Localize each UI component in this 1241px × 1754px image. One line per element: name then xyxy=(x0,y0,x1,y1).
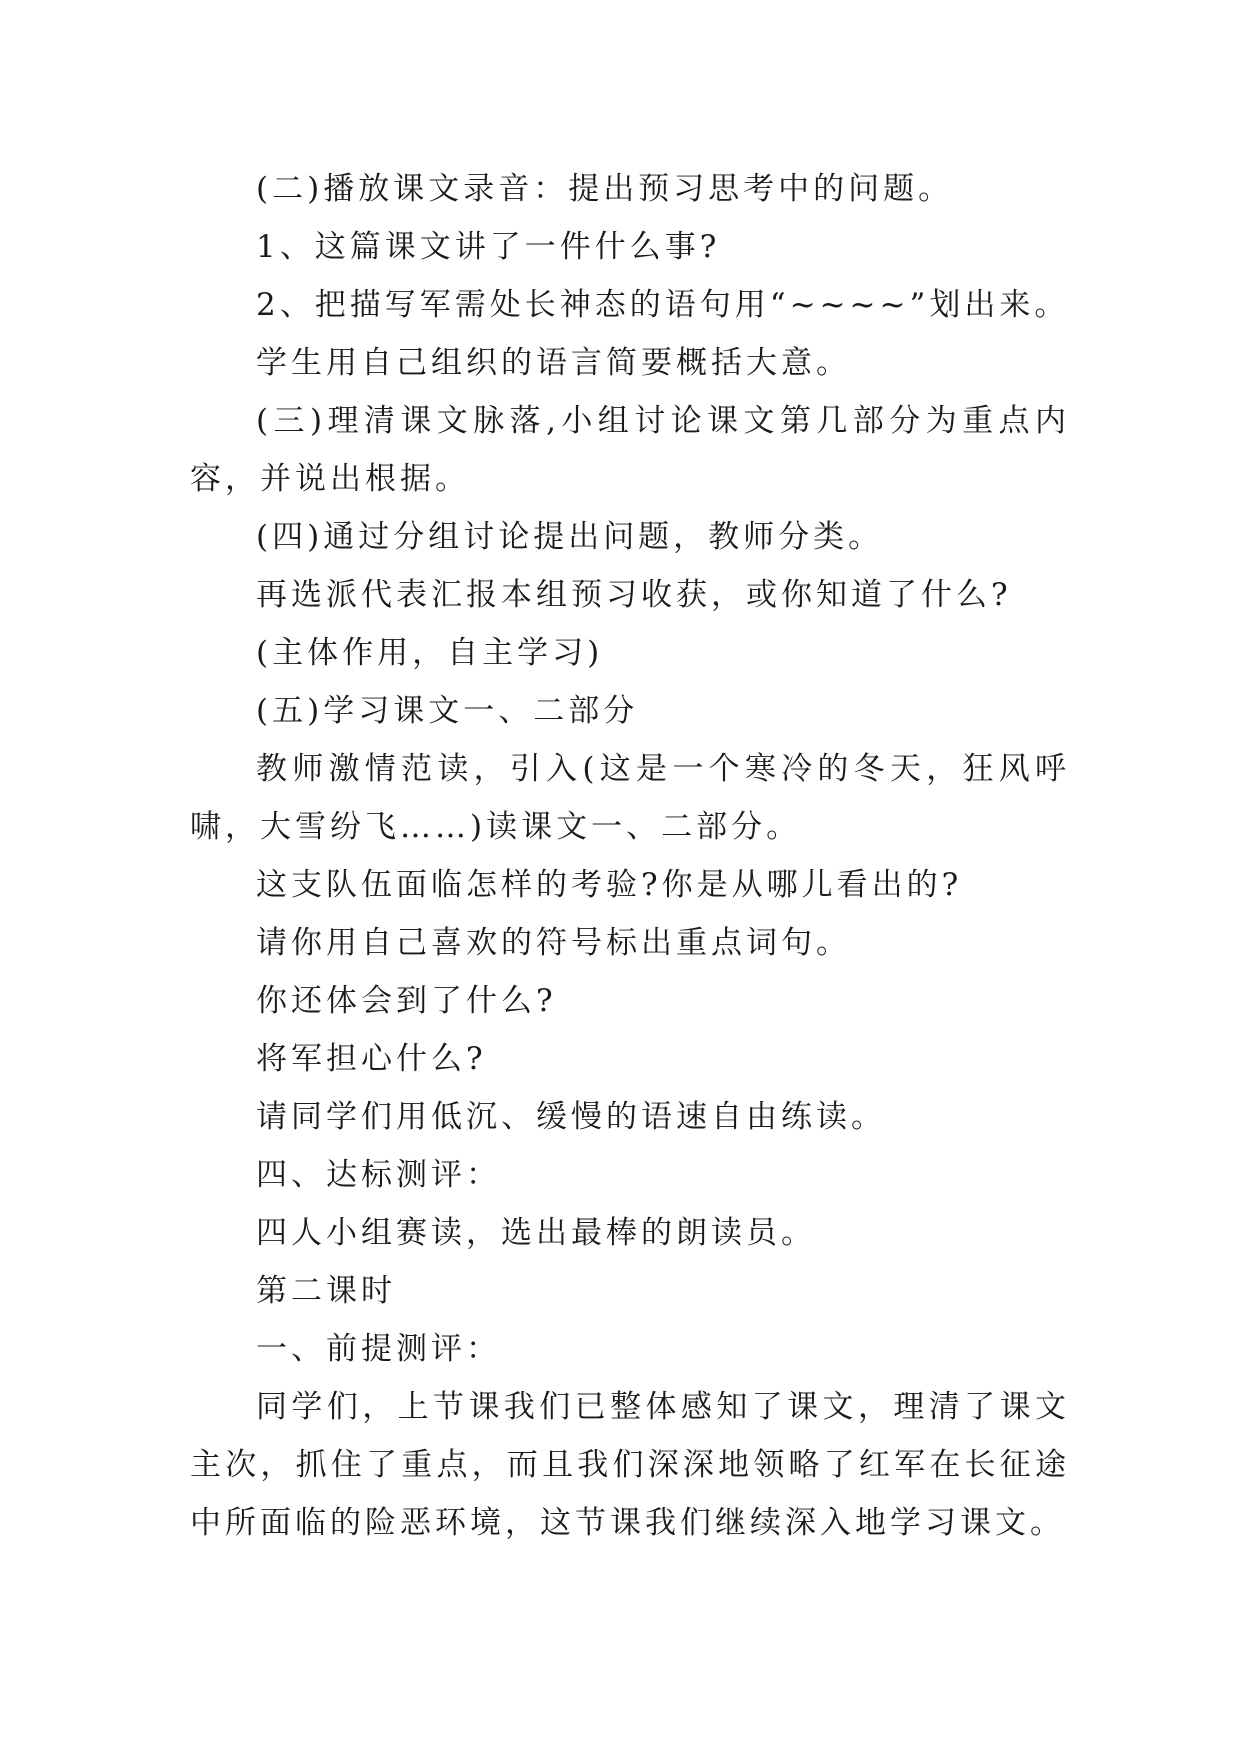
paragraph: 同学们，上节课我们已整体感知了课文，理清了课文主次，抓住了重点，而且我们深深地领略了红军在长征途中所面临的险恶环境，这节课我们继续深入地学习课文。 xyxy=(190,1389,1070,1541)
paragraph: 学生用自己组织的语言简要概括大意。 xyxy=(256,345,851,381)
paragraph: (二)播放课文录音：提出预习思考中的问题。 xyxy=(256,171,954,207)
paragraph: (三)理清课文脉落,小组讨论课文第几部分为重点内容，并说出根据。 xyxy=(190,403,1070,497)
document-body xyxy=(190,160,1070,1552)
paragraph: 这支队伍面临怎样的考验?你是从哪儿看出的? xyxy=(256,867,963,903)
paragraph: 教师激情范读，引入(这是一个寒冷的冬天，狂风呼啸，大雪纷飞……)读课文一、二部分。 xyxy=(190,751,1070,845)
paragraph: 你还体会到了什么? xyxy=(256,983,557,1019)
paragraph: (五)学习课文一、二部分 xyxy=(256,693,639,729)
paragraph: 2、把描写军需处长神态的语句用“~~~~”划出来。 xyxy=(256,287,1070,323)
paragraph: 1、这篇课文讲了一件什么事? xyxy=(256,229,721,265)
paragraph: 四人小组赛读，选出最棒的朗读员。 xyxy=(256,1215,816,1251)
paragraph: 一、前提测评： xyxy=(256,1331,501,1367)
paragraph: 请同学们用低沉、缓慢的语速自由练读。 xyxy=(256,1099,886,1135)
paragraph: 四、达标测评： xyxy=(256,1157,501,1193)
paragraph: (四)通过分组讨论提出问题，教师分类。 xyxy=(256,519,884,555)
paragraph: (主体作用，自主学习) xyxy=(256,635,604,671)
paragraph: 第二课时 xyxy=(256,1273,396,1309)
paragraph: 将军担心什么? xyxy=(256,1041,487,1077)
paragraph: 再选派代表汇报本组预习收获，或你知道了什么? xyxy=(256,577,1012,613)
paragraph: 请你用自己喜欢的符号标出重点词句。 xyxy=(256,925,851,961)
